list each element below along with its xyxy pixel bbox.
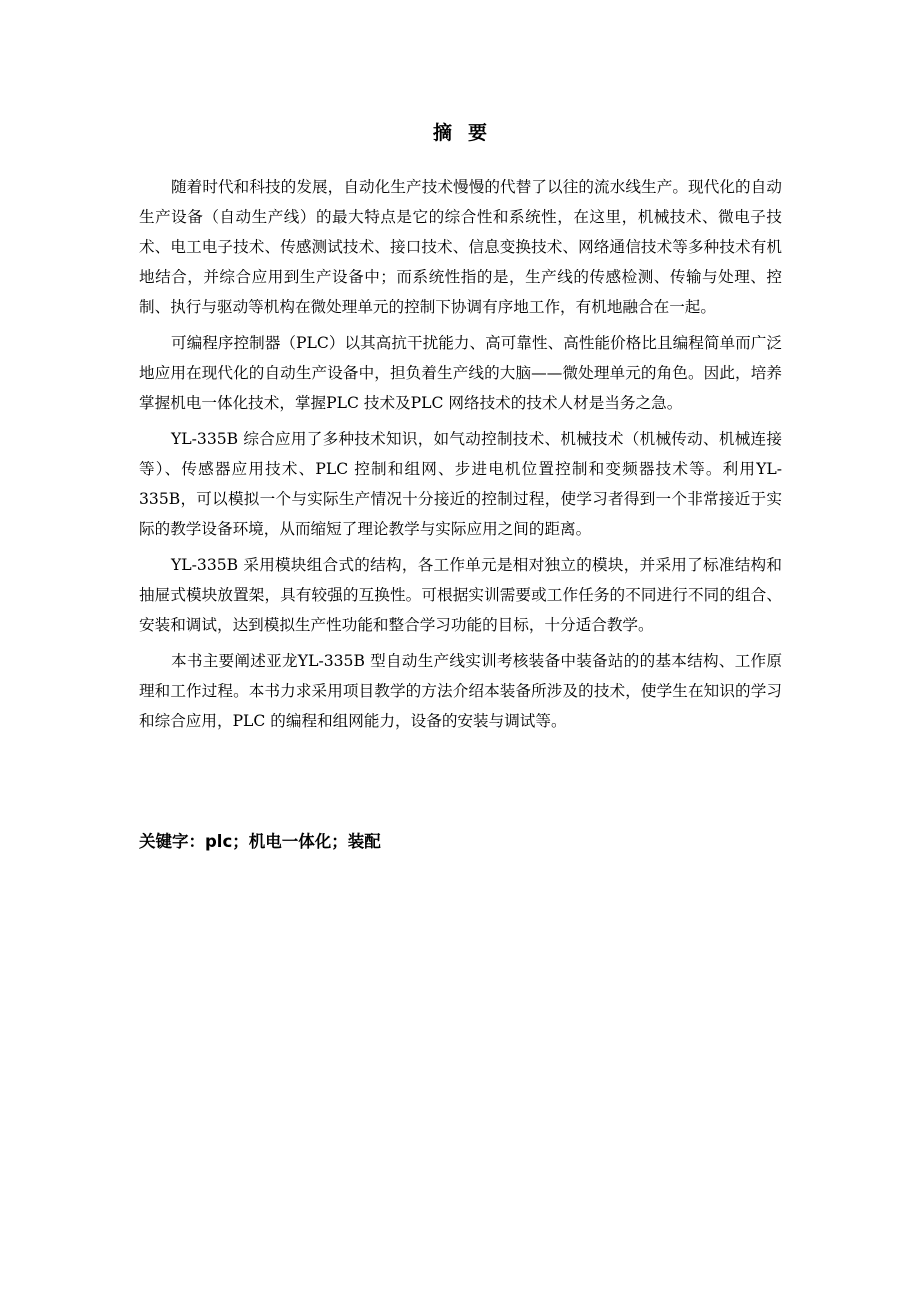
abstract-title-char-2: 要 [468,122,488,144]
abstract-paragraph: 可编程序控制器（PLC）以其高抗干扰能力、高可靠性、高性能价格比且编程简单而广泛地应用在现代化的自动生产设备中，担负着生产线的大脑——微处理单元的角色。因此，培养掌握机电一体化技术，掌握PLC 技术及PLC 网络技术的技术人材是当务之急。 [139,334,782,412]
abstract-paragraph: YL-335B 采用模块组合式的结构，各工作单元是相对独立的模块，并采用了标准结构和抽屉式模块放置架，具有较强的互换性。可根据实训需要或工作任务的不同进行不同的组合、安装和调试，达到模拟生产性功能和整合学习功能的目标，十分适合教学。 [139,556,782,634]
abstract-paragraph: 随着时代和科技的发展，自动化生产技术慢慢的代替了以往的流水线生产。现代化的自动生产设备（自动生产线）的最大特点是它的综合性和系统性，在这里，机械技术、微电子技术、电工电子技术、传感测试技术、接口技术、信息变换技术、网络通信技术等多种技术有机地结合，并综合应用到生产设备中；而系统性指的是，生产线的传感检测、传输与处理、控制、执行与驱动等机构在微处理单元的控制下协调有序地工作，有机地融合在一起。 [139,178,782,316]
abstract-title-char-1: 摘 [432,122,452,144]
abstract-paragraph: YL-335B 综合应用了多种技术知识，如气动控制技术、机械技术（机械传动、机械连接等）、传感器应用技术、PLC 控制和组网、步进电机位置控制和变频器技术等。利用YL-335B，可以模拟一个与实际生产情况十分接近的控制过程，使学习者得到一个非常接近于实际的教学设备环境，从而缩短了理论教学与实际应用之间的距离。 [139,430,782,538]
abstract-title [0,118,920,145]
abstract-body [139,172,782,742]
keywords-line: 关键字：plc；机电一体化；装配 [139,832,381,851]
abstract-paragraph: 本书主要阐述亚龙YL-335B 型自动生产线实训考核装备中装备站的的基本结构、工作原理和工作过程。本书力求采用项目教学的方法介绍本装备所涉及的技术，使学生在知识的学习和综合应用，PLC 的编程和组网能力，设备的安装与调试等。 [139,652,782,730]
